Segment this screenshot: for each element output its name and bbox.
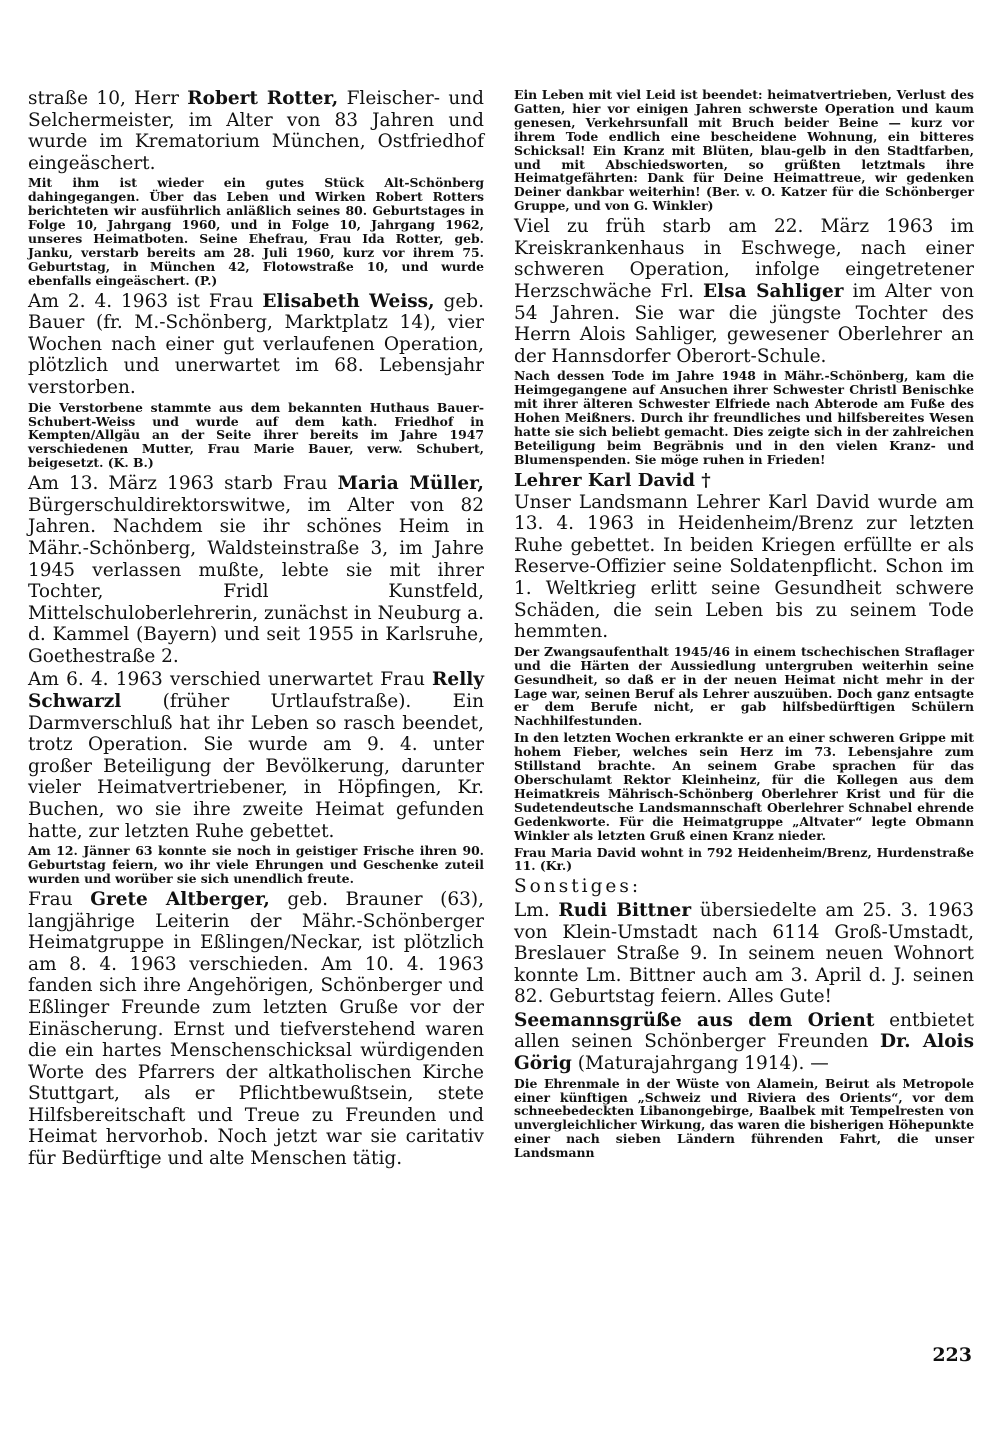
- text: Lm.: [514, 899, 559, 921]
- name-robert-rotter: Robert Rotter,: [187, 88, 339, 109]
- paragraph-altberger: [28, 889, 484, 1170]
- text: Am 6. 4. 1963 verschied unerwartet Frau: [28, 669, 433, 691]
- paragraph-david-detail-2: In den letzten Wochen erkrankte er an einer schweren Grippe mit hohem Fieber, welches sein Herz im 73. Lebensjahre zum Stillstand brachte. An seinem Grabe sprachen für das Oberschulamt Rektor Kleinheinz, für die Kollegen aus dem Heimatkreis Mährisch-Schönberg Oberlehrer Krist und für die Sudetendeutsche Landsmannschaft Oberlehrer Schnabel ehrende Gedenkworte. Für die Heimatgruppe „Altvater“ legte Obmann Winkler als letzten Gruß einen Kranz nieder.: [514, 730, 974, 843]
- text: straße 10, Herr: [28, 88, 188, 109]
- text: (früher Urtlaufstraße). Ein Darmverschluß hat ihr Leben so rasch beendet, trotz Operation. Sie wurde am 9. 4. unter großer Beteiligung der Bevölkerung, darunter vieler Heimatvertriebener, in Höpfingen, Kr. Buchen, wo sie ihre zweite Heimat gefunden hatte, zur letzten Ruhe gebettet.: [28, 691, 484, 842]
- name-rudi-bittner: Rudi Bittner: [558, 899, 692, 921]
- paragraph-weiss-detail: Die Verstorbene stammte aus dem bekannten Huthaus Bauer-Schubert-Weiss und wurde auf dem kath. Friedhof in Kempten/Allgäu an der Seite ihrer bereits im Jahre 1947 verschiedenen Mutter, Frau Marie Bauer, verw. Schubert, beigesetzt. (K. B.): [28, 399, 484, 471]
- page-number: 223: [932, 1344, 972, 1366]
- text: geb. Bauer (fr. M.-Schönberg, Marktplatz 14), vier Wochen nach einer gut verlaufenen Operation, plötzlich und unerwartet im 68. Lebensjahr verstorben.: [28, 290, 484, 398]
- paragraph-david-address: Frau Maria David wohnt in 792 Heidenheim/Brenz, Hurdenstraße 11. (Kr.): [514, 844, 974, 874]
- paragraph-mueller: [28, 473, 484, 667]
- paragraph-schwarzl: [28, 669, 484, 842]
- right-column: [514, 88, 974, 1163]
- name-elisabeth-weiss: Elisabeth Weiss,: [262, 290, 435, 312]
- text: übersiedelte am 25. 3. 1963 von Klein-Umstadt nach 6114 Groß-Umstadt, Breslauer Straße 9. In seinem neuen Wohnort konnte Lm. Bittner auch am 3. April d. J. seinen 82. Geburtstag feiern. Alles Gute!: [514, 899, 974, 1008]
- text: im Alter von 54 Jahren. Sie war die jüngste Tochter des Herrn Alois Sahliger, gewesener Oberlehrer an der Hannsdorfer Oberort-Schule.: [514, 280, 974, 367]
- text: Frau: [28, 888, 91, 910]
- paragraph-rotter: [28, 88, 484, 174]
- paragraph-sahliger-detail: Nach dessen Tode im Jahre 1948 in Mähr.-Schönberg, kam die Heimgegangene auf Ansuchen ihrer Schwester Christl Benischke mit ihrer älteren Schwester Elfriede nach Abterode am Fuße des Hohen Meißners. Durch ihr freundliches und hilfsbereites Wesen hatte sie sich beliebt gemacht. Dies zeigte sich in der zahlreichen Beteiligung beim Begräbnis und in den vielen Kranz- und Blumenspenden. Sie möge ruhen in Frieden!: [514, 368, 974, 467]
- paragraph-weiss: [28, 291, 484, 399]
- text: Bürgerschuldirektorswitwe, im Alter von 82 Jahren. Nachdem sie ihr schönes Heim in Mähr.-Schönberg, Waldsteinstraße 3, im Jahre 1945 verlassen mußte, lebte sie mit ihrer Tochter, Fridl Kunstfeld, Mittelschuloberlehrerin, zunächst in Neuburg a. d. Kammel (Bayern) und seit 1955 in Karlsruhe, Goethestraße 2.: [28, 494, 484, 667]
- paragraph-rotter-detail: Mit ihm ist wieder ein gutes Stück Alt-Schönberg dahingegangen. Über das Leben und Wirken Robert Rotters berichteten wir ausführlich anläßlich seines 80. Geburtstages in Folge 10, Jahrgang 1960, und in Folge 10, Jahrgang 1962, unseres Heimatboten. Seine Ehefrau, Frau Ida Rotter, geb. Janku, verstarb bereits am 28. Juli 1960, kurz vor ihrem 75. Geburtstag, in München 42, Flotowstraße 10, und wurde ebenfalls eingeäschert. (P.): [28, 175, 484, 288]
- left-column: [28, 88, 484, 1172]
- text: (Maturajahrgang 1914). —: [571, 1053, 829, 1075]
- paragraph-orient-detail: Die Ehrenmale in der Wüste von Alamein, Beirut als Metropole einer künftigen „Schweiz und Riviera des Orients“, vor dem schneebedeckten Libanongebirge, Baalbek mit Tempelresten von unvergleichlicher Wirkung, das waren die bisherigen Höhepunkte einer nach sieben Ländern führenden Fahrt, die unser Landsmann: [514, 1075, 974, 1161]
- headline-seemannsgruesse: Seemannsgrüße aus dem Orient: [514, 1009, 875, 1031]
- text: Am 13. März 1963 starb Frau: [28, 473, 338, 495]
- name-maria-mueller: Maria Müller,: [337, 473, 484, 495]
- name-grete-altberger: Grete Altberger,: [90, 888, 270, 910]
- text: entbietet allen seinen Schönberger Freunden: [514, 1009, 974, 1053]
- paragraph-orient: [514, 1010, 974, 1075]
- name-alois-goerig: Dr. Alois Görig: [514, 1031, 974, 1075]
- text: Fleischer- und Selchermeister, im Alter von 83 Jahren und wurde im Krematorium München, Ostfriedhof eingeäschert.: [28, 88, 484, 174]
- paragraph-david-detail-1: Der Zwangsaufenthalt 1945/46 in einem tschechischen Straflager und die Härten der Aussiedlung untergruben weiterhin seine Gesundheit, so daß er in der neuen Heimat nicht mehr in der Lage war, seinen Beruf als Lehrer auszuüben. Doch ganz entsagte er dem Berufe nicht, er gab hilfsbedürftigen Schülern Nachhilfestunden.: [514, 643, 974, 729]
- text: Viel zu früh starb am 22. März 1963 im Kreiskrankenhaus in Eschwege, nach einer schweren Operation, infolge eingetretener Herzschwäche Frl.: [514, 216, 974, 302]
- paragraph-schwarzl-detail: Am 12. Jänner 63 konnte sie noch in geistiger Frische ihren 90. Geburtstag feiern, wo ihr viele Ehrungen und Geschenke zuteil wurden und worüber sie sich unendlich freute.: [28, 843, 484, 887]
- paragraph-david: Unser Landsmann Lehrer Karl David wurde am 13. 4. 1963 in Heidenheim/Brenz zur letzten Ruhe gebettet. In beiden Kriegen erfüllte er als Reserve-Offizier seine Soldatenpflicht. Schon im 1. Weltkrieg erlitt seine Gesundheit schwere Schäden, die sein Leben bis zu seinem Tode hemmten.: [514, 491, 974, 643]
- paragraph-bittner: [514, 900, 974, 1008]
- heading-sonstiges: Sonstiges:: [514, 876, 642, 898]
- heading-karl-david: Lehrer Karl David †: [514, 469, 711, 491]
- text: geb. Brauner (63), langjährige Leiterin der Mähr.-Schönberger Heimatgruppe in Eßlingen/Neckar, ist plötzlich am 8. 4. 1963 verschieden. Am 10. 4. 1963 fanden sich ihre Angehörigen, Schönberger und Eßlinger Freunde zum letzten Gruße vor der Einäscherung. Ernst und tiefverstehend waren die ein hartes Menschenschicksal würdigenden Worte des Pfarrers der altkatholischen Kirche Stuttgart, als er Pflichtbewußtsein, stete Hilfsbereitschaft und Treue zu Freunden und Heimat hervorhob. Noch jetzt war sie caritativ für Bedürftige und alte Menschen tätig.: [28, 888, 485, 1170]
- name-relly-schwarzl: Relly Schwarzl: [28, 669, 484, 713]
- name-elsa-sahliger: Elsa Sahliger: [703, 280, 844, 302]
- paragraph-altberger-continued: Ein Leben mit viel Leid ist beendet: heimatvertrieben, Verlust des Gatten, hier vor einigen Jahren schwerste Operation und kaum genesen, Verkehrsunfall mit Bruch beider Beine — kurz vor ihrem Tode endlich eine bescheidene Wohnung, ein bitteres Schicksal! Ein Kranz mit Blüten, blau-gelb in den Stadtfarben, und mit Abschiedsworten, so grüßten letztmals ihre Heimatgefährten: Dank für Deine Heimattreue, wir gedenken Deiner dankbar weiterhin! (Ber. v. O. Katzer für die Schönberger Gruppe, und von G. Winkler): [514, 87, 974, 214]
- paragraph-sahliger: [514, 216, 974, 367]
- text: Am 2. 4. 1963 ist Frau: [28, 290, 263, 312]
